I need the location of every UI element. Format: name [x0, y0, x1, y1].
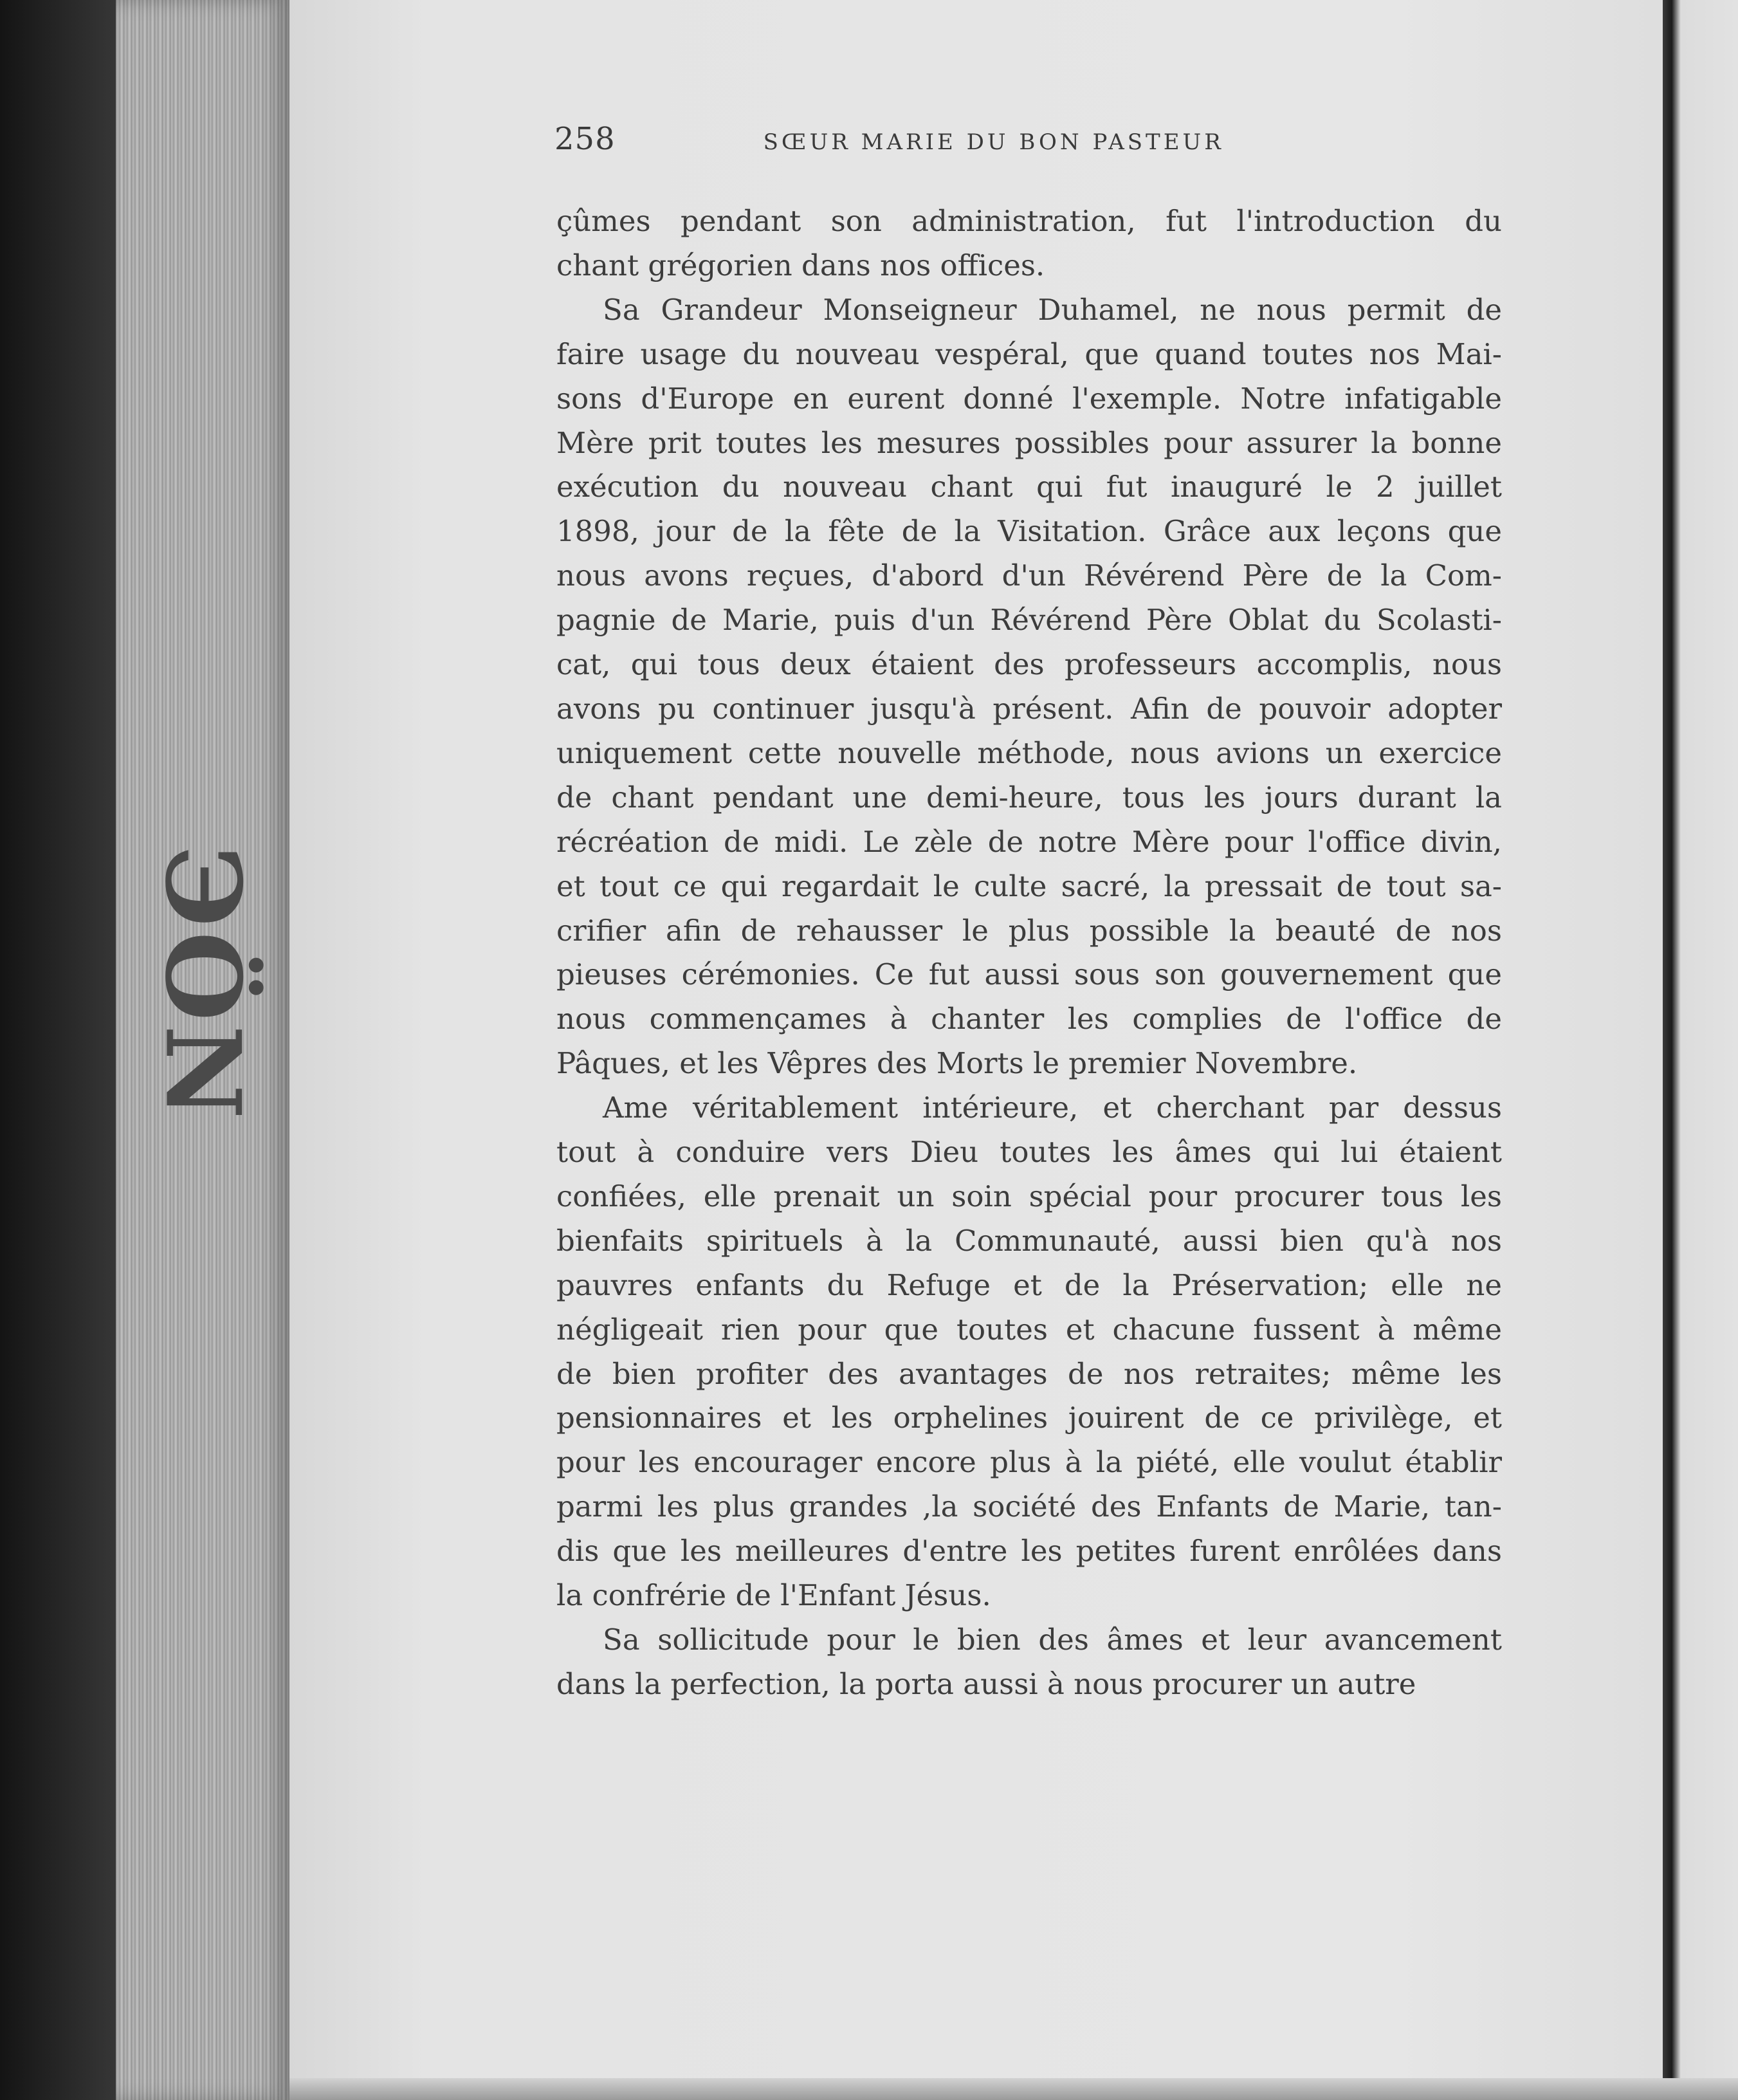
text-line: pour les encourager encore plus à la piété, elle voulut établir [556, 1445, 1502, 1480]
text-line: pensionnaires et les orphelines jouirent de ce privilège, et [556, 1401, 1502, 1435]
text-line: négligeait rien pour que toutes et chacune fussent à même [556, 1312, 1502, 1347]
paragraph [556, 199, 1502, 288]
text-line: pagnie de Marie, puis d'un Révérend Père Oblat du Scolasti- [556, 603, 1502, 638]
text-line: Sa Grandeur Monseigneur Duhamel, ne nous permit de [603, 292, 1502, 327]
text-line: crifier afin de rehausser le plus possible la beauté de nos [556, 913, 1502, 948]
text-line: et tout ce qui regardait le culte sacré, la pressait de tout sa- [556, 869, 1502, 903]
bottom-shadow [289, 2078, 1738, 2100]
text-line: de bien profiter des avantages de nos retraites; même les [556, 1356, 1502, 1391]
text-line: avons pu continuer jusqu'à présent. Afin de pouvoir adopter [556, 691, 1502, 726]
paragraph [556, 1618, 1502, 1707]
text-line: confiées, elle prenait un soin spécial pour procurer tous les [556, 1179, 1502, 1213]
dark-background [0, 0, 129, 2100]
text-line: nous avons reçues, d'abord d'un Révérend Père de la Com- [556, 558, 1502, 593]
text-line: Mère prit toutes les mesures possibles pour assurer la bonne [556, 425, 1502, 460]
text-line: pauvres enfants du Refuge et de la Préservation; elle ne [556, 1267, 1502, 1302]
text-line: parmi les plus grandes ,la société des Enfants de Marie, tan- [556, 1489, 1502, 1524]
text-line: cat, qui tous deux étaient des professeurs accomplis, nous [556, 647, 1502, 682]
text-line: récréation de midi. Le zèle de notre Mère pour l'office divin, [556, 824, 1502, 859]
text-line: bienfaits spirituels à la Communauté, aussi bien qu'à nos [556, 1223, 1502, 1258]
text-line: tout à conduire vers Dieu toutes les âmes qui lui étaient [556, 1135, 1502, 1170]
text-line: Ame véritablement intérieure, et cherchant par dessus [603, 1091, 1502, 1125]
text-line: exécution du nouveau chant qui fut inauguré le 2 juillet [556, 470, 1502, 504]
text-line: nous commençames à chanter les complies de l'office de [556, 1002, 1502, 1036]
spine-stamp-text: ЭÖN [142, 845, 264, 1123]
text-line: de chant pendant une demi-heure, tous les jours durant la [556, 780, 1502, 815]
text-line: sons d'Europe en eurent donné l'exemple. Notre infatigable [556, 381, 1502, 416]
page-number: 258 [554, 121, 616, 157]
running-head: SŒUR MARIE DU BON PASTEUR [763, 129, 1224, 155]
text-line: Pâques, et les Vêpres des Morts le premier Novembre. [556, 1046, 1358, 1081]
text-line: 1898, jour de la fête de la Visitation. Grâce aux leçons que [556, 514, 1502, 549]
facing-page-edge [1663, 0, 1738, 2100]
paragraph [556, 1086, 1502, 1618]
text-line: dis que les meilleures d'entre les petites furent enrôlées dans [556, 1534, 1502, 1569]
text-line: pieuses cérémonies. Ce fut aussi sous son gouvernement que [556, 957, 1502, 992]
body-text [556, 199, 1502, 1707]
text-line: Sa sollicitude pour le bien des âmes et leur avancement [603, 1623, 1502, 1657]
page-header [554, 121, 1275, 172]
spine-stamp [138, 845, 267, 1123]
text-line: çûmes pendant son administration, fut l'introduction du [556, 204, 1502, 238]
text-line: la confrérie de l'Enfant Jésus. [556, 1578, 991, 1613]
text-line: chant grégorien dans nos offices. [556, 248, 1045, 282]
text-line: dans la perfection, la porta aussi à nous procurer un autre [556, 1666, 1416, 1701]
text-line: uniquement cette nouvelle méthode, nous avions un exercice [556, 735, 1502, 770]
paragraph [556, 288, 1502, 1086]
text-line: faire usage du nouveau vespéral, que quand toutes nos Mai- [556, 336, 1502, 371]
